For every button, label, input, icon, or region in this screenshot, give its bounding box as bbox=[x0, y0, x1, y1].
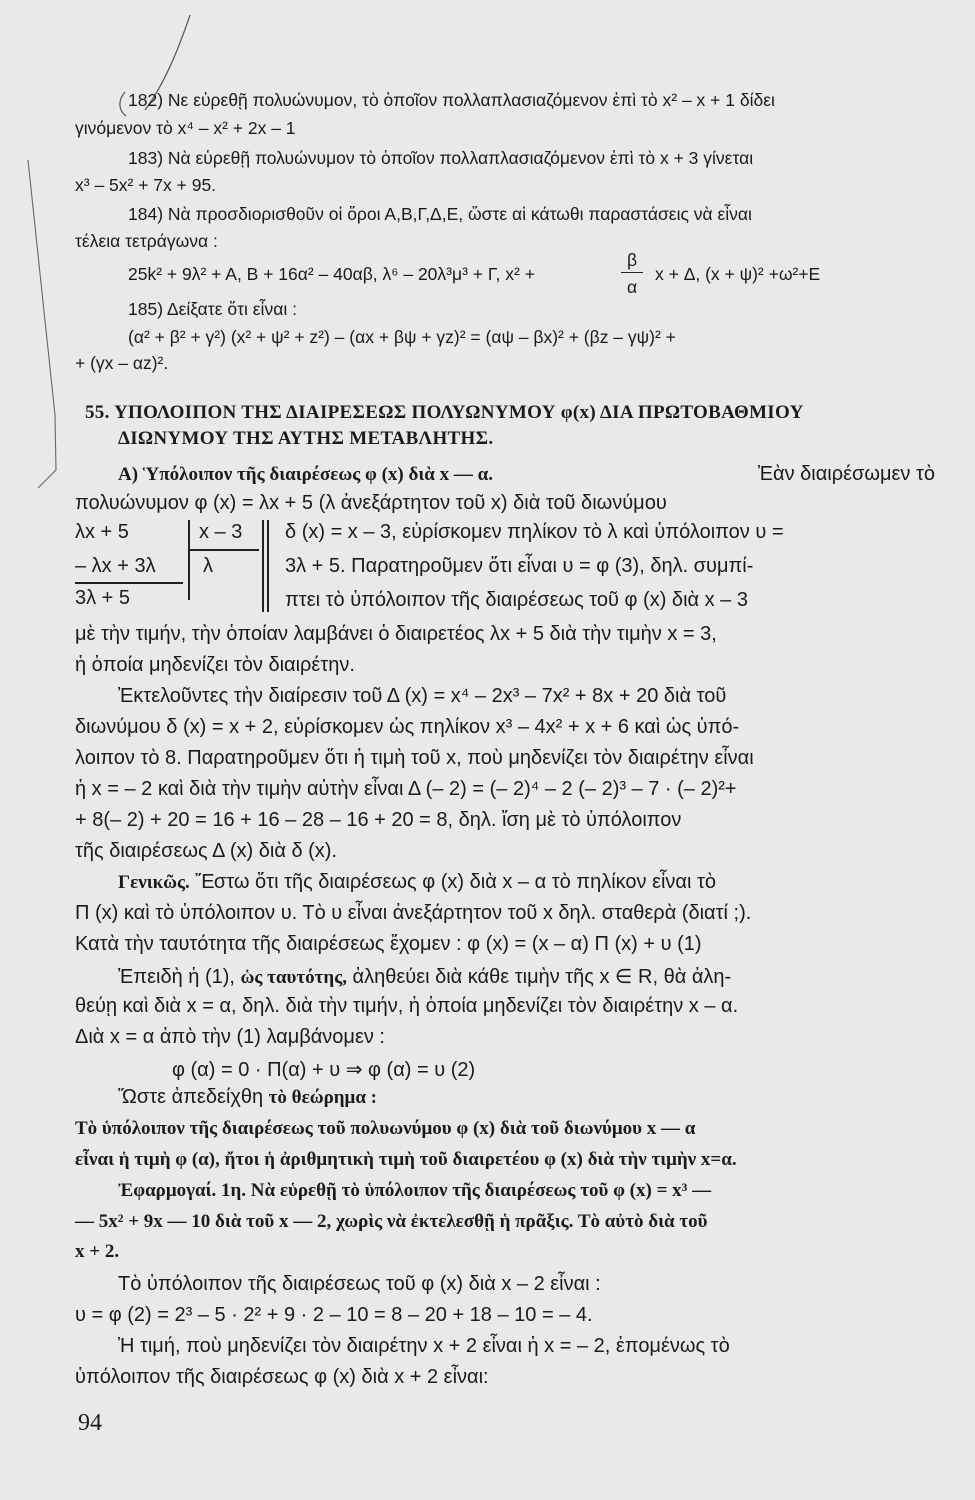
body-line-8: τῆς διαιρέσεως Δ (x) διὰ δ (x). bbox=[75, 840, 338, 862]
division-text-line3-span: πτει τὸ ὑπόλοιπον τῆς διαιρέσεως τοῦ φ (x) διὰ x – 3 bbox=[285, 589, 748, 611]
theorem-line-2: εἶναι ἡ τιμὴ φ (α), ἤτοι ἡ ἀριθμητικὴ τιμὴ τοῦ διαιρετέου φ (x) διὰ τὴν τιμὴν x=α. bbox=[75, 1149, 737, 1170]
applications-line-6: Ἡ τιμή, ποὺ μηδενίζει τὸν διαιρέτην x + 2 εἶναι ἡ x = – 2, ἐπομένως τὸ bbox=[118, 1335, 730, 1357]
division-underline bbox=[75, 582, 183, 584]
body-line-5: λοιπον τὸ 8. Παρατηροῦμεν ὅτι ἡ τιμὴ τοῦ x, ποὺ μηδενίζει τὸν διαιρέτην εἶναι bbox=[75, 747, 754, 769]
subsection-a-label: Α) Ὑπόλοιπον τῆς διαιρέσεως φ (x) διὰ x — α. bbox=[118, 464, 493, 485]
division-text-line1-span: δ (x) = x – 3, εὑρίσκομεν πηλίκον τὸ λ καὶ ὑπόλοιπον υ = bbox=[285, 521, 784, 543]
division-quotient: λ bbox=[203, 555, 213, 577]
body-line-3: Ἐκτελοῦντες τὴν διαίρεσιν τοῦ Δ (x) = x⁴ – 2x³ – 7x² + 8x + 20 διὰ τοῦ bbox=[118, 685, 727, 707]
body-line-12-c: ἀληθεύει διὰ κάθε τιμὴν τῆς x ∈ R, θὰ ἀλη- bbox=[352, 966, 732, 988]
fraction-numerator: β bbox=[626, 250, 638, 270]
separator-line-2 bbox=[267, 520, 269, 612]
section-heading-line2: ΔΙΩΝΥΜΟΥ ΤΗΣ ΑΥΤΗΣ ΜΕΤΑΒΛΗΤΗΣ. bbox=[118, 428, 494, 449]
body-line-15 bbox=[118, 1086, 377, 1109]
division-text-line1 bbox=[285, 521, 935, 544]
paragraph-1-line2 bbox=[75, 492, 935, 515]
body-line-13: θεύῃ καὶ διὰ x = α, δηλ. διὰ τὴν τιμήν, ἡ ὁποία μηδενίζει τὸν διαιρέτην x – α. bbox=[75, 995, 739, 1017]
body-line-12-a: Ἐπειδὴ ἡ (1), bbox=[118, 966, 235, 988]
body-line-6: ἡ x = – 2 καὶ διὰ τὴν τιμὴν αὐτὴν εἶναι Δ (– 2) = (– 2)⁴ – 2 (– 2)³ – 7 · (– 2)²+ bbox=[75, 778, 737, 800]
division-dividend: λx + 5 bbox=[75, 521, 129, 543]
separator-line-1 bbox=[262, 520, 264, 612]
body-line-7: + 8(– 2) + 20 = 16 + 16 – 28 – 16 + 20 = 8, δηλ. ἴση μὲ τὸ ὑπόλοιπον bbox=[75, 809, 682, 831]
body-line-9 bbox=[118, 871, 716, 894]
exercise-184-line1: 184) Νὰ προσδιορισθοῦν οἱ ὅροι Α,Β,Γ,Δ,Ε, ὥστε αἱ κάτωθι παραστάσεις νὰ εἶναι bbox=[128, 204, 752, 224]
body-line-15-a: Ὥστε ἀπεδείχθη bbox=[118, 1086, 264, 1108]
applications-line-2: — 5x² + 9x — 10 διὰ τοῦ x — 2, χωρὶς νὰ ἐκτελεσθῇ ἡ πρᾶξις. Τὸ αὐτὸ διὰ τοῦ bbox=[75, 1211, 708, 1232]
exercise-182-line2: γινόμενον τὸ x⁴ – x² + 2x – 1 bbox=[75, 118, 296, 138]
page-number: 94 bbox=[78, 1410, 102, 1436]
body-line-1: μὲ τὴν τιμήν, τὴν ὁποίαν λαμβάνει ὁ διαιρετέος λx + 5 διὰ τὴν τιμὴν x = 3, bbox=[75, 623, 717, 645]
exercise-185-line1: 185) Δείξατε ὅτι εἶναι : bbox=[128, 299, 297, 319]
division-subtract: – λx + 3λ bbox=[75, 555, 156, 577]
applications-line-4: Τὸ ὑπόλοιπον τῆς διαιρέσεως τοῦ φ (x) διὰ x – 2 εἶναι : bbox=[118, 1273, 601, 1295]
body-line-14: Διὰ x = α ἀπὸ τὴν (1) λαμβάνομεν : bbox=[75, 1026, 385, 1048]
applications-line-1: Ἐφαρμογαί. 1η. Νὰ εὑρεθῇ τὸ ὑπόλοιπον τῆς διαιρέσεως τοῦ φ (x) = x³ — bbox=[118, 1180, 712, 1201]
subsection-a-text: Ἐὰν διαιρέσωμεν τὸ bbox=[757, 463, 935, 485]
exercise-183-line2: x³ – 5x² + 7x + 95. bbox=[75, 175, 217, 195]
division-divisor: x – 3 bbox=[199, 521, 243, 543]
division-text-line2 bbox=[285, 555, 935, 578]
applications-line-7: ὑπόλοιπον τῆς διαιρέσεως φ (x) διὰ x + 2 εἶναι: bbox=[75, 1366, 489, 1388]
division-text-line3 bbox=[285, 589, 935, 612]
body-line-12 bbox=[118, 964, 731, 989]
body-line-10: Π (x) καὶ τὸ ὑπόλοιπον υ. Τὸ υ εἶναι ἀνεξάρτητον τοῦ x δηλ. σταθερὰ (διατί ;). bbox=[75, 902, 752, 924]
divisor-underline bbox=[189, 549, 259, 551]
applications-line-3: x + 2. bbox=[75, 1241, 120, 1262]
section-heading-line1: 55. ΥΠΟΛΟΙΠΟΝ ΤΗΣ ΔΙΑΙΡΕΣΕΩΣ ΠΟΛΥΩΝΥΜΟΥ φ(x) ΔΙΑ ΠΡΩΤΟΒΑΘΜΙΟΥ bbox=[85, 402, 804, 423]
subsection-a-line bbox=[118, 463, 935, 486]
exercise-185-line2: (α² + β² + γ²) (x² + ψ² + z²) – (αx + βψ + γz)² = (αψ – βx)² + (βz – γψ)² + bbox=[128, 327, 676, 347]
body-line-4: διωνύμου δ (x) = x + 2, εὑρίσκομεν ὡς πηλίκον x³ – 4x² + x + 6 καὶ ὡς ὑπό- bbox=[75, 716, 740, 738]
paragraph-1-line2-text: πολυώνυμον φ (x) = λx + 5 (λ ἀνεξάρτητον τοῦ x) διὰ τοῦ διωνύμου bbox=[75, 492, 667, 514]
exercise-184-line2: τέλεια τετράγωνα : bbox=[75, 231, 218, 251]
fraction-denominator: α bbox=[626, 277, 638, 297]
division-layout bbox=[75, 518, 935, 612]
exercise-184-expression-b: x + Δ, (x + ψ)² +ω²+Ε bbox=[655, 264, 821, 284]
body-line-9-text: Ἔστω ὅτι τῆς διαιρέσεως φ (x) διὰ x – α τὸ πηλίκον εἶναι τὸ bbox=[195, 871, 717, 893]
fraction-bar bbox=[621, 272, 643, 273]
as-identity-label: ὡς ταυτότης, bbox=[240, 967, 347, 988]
exercise-183-line1: 183) Νὰ εὑρεθῇ πολυώνυμον τὸ ὁποῖον πολλαπλασιαζόμενον ἐπὶ τὸ x + 3 γίνεται bbox=[128, 148, 754, 168]
division-remainder: 3λ + 5 bbox=[75, 587, 131, 609]
body-line-2: ἡ ὁποία μηδενίζει τὸν διαιρέτην. bbox=[75, 654, 355, 676]
division-text-line2-span: 3λ + 5. Παρατηροῦμεν ὅτι εἶναι υ = φ (3), δηλ. συμπί- bbox=[285, 555, 754, 577]
theorem-line-1: Τὸ ὑπόλοιπον τῆς διαιρέσεως τοῦ πολυωνύμου φ (x) διὰ τοῦ διωνύμου x — α bbox=[75, 1118, 696, 1139]
exercise-185-line3: + (γx – αz)². bbox=[75, 353, 169, 373]
body-line-11: Κατὰ τὴν ταυτότητα τῆς διαιρέσεως ἔχομεν : φ (x) = (x – α) Π (x) + υ (1) bbox=[75, 933, 702, 955]
equation-2: φ (α) = 0 · Π(α) + υ ⇒ φ (α) = υ (2) bbox=[172, 1059, 476, 1081]
theorem-label: τὸ θεώρημα : bbox=[268, 1087, 377, 1108]
exercise-184-expression-a: 25k² + 9λ² + Α, Β + 16α² – 40αβ, λ⁶ – 20λ³μ³ + Γ, x² + bbox=[128, 264, 535, 284]
division-bar bbox=[188, 520, 190, 600]
generally-label: Γενικῶς. bbox=[118, 872, 190, 893]
exercise-182-line1: 182) Νε εὑρεθῇ πολυώνυμον, τὸ ὁποῖον πολλαπλασιαζόμενον ἐπὶ τὸ x² – x + 1 δίδει bbox=[128, 90, 775, 110]
applications-line-5: υ = φ (2) = 2³ – 5 · 2² + 9 · 2 – 10 = 8 – 20 + 18 – 10 = – 4. bbox=[75, 1304, 593, 1326]
